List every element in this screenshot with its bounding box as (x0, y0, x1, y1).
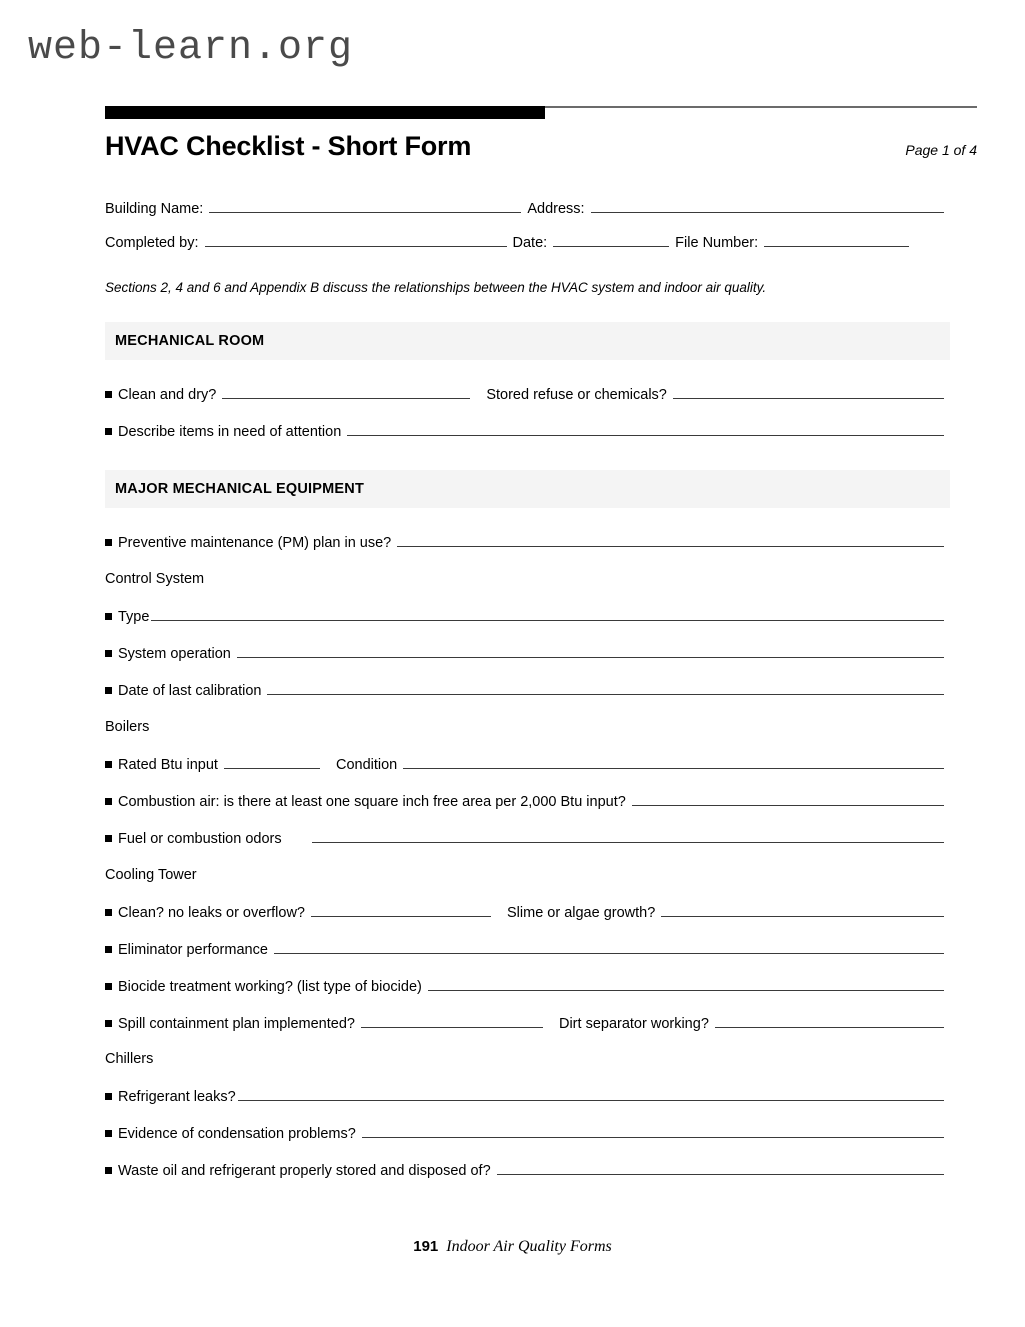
checklist-row (105, 386, 950, 403)
form-note: Sections 2, 4 and 6 and Appendix B discuss the relationships between the HVAC system and indoor air quality. (105, 280, 767, 295)
checklist-row (105, 904, 950, 921)
bullet-square-icon (105, 1093, 112, 1100)
checklist-label: Spill containment plan implemented? (118, 1016, 355, 1032)
checklist-label: Clean? no leaks or overflow? (118, 905, 305, 921)
checklist-label-secondary: Condition (335, 757, 398, 773)
bullet-square-icon (105, 909, 112, 916)
checklist-row (105, 1015, 950, 1032)
checklist-row (105, 941, 950, 958)
site-watermark: web-learn.org (28, 26, 354, 71)
footer-page-number: 191 (413, 1238, 439, 1255)
subsection-title-chillers: Chillers (105, 1051, 154, 1067)
meta-row-completed-date-file (105, 234, 950, 268)
page-indicator: Page 1 of 4 (905, 142, 977, 158)
subsection-title-boilers: Boilers (105, 719, 150, 735)
date-label: Date: (512, 235, 548, 251)
checklist-row (105, 756, 950, 773)
file-number-input[interactable] (764, 234, 909, 247)
building-name-input[interactable] (209, 200, 521, 213)
checklist-label: Waste oil and refrigerant properly stored and disposed of? (118, 1163, 491, 1179)
building-name-label: Building Name: (105, 201, 204, 217)
bullet-square-icon (105, 761, 112, 768)
checklist-row (105, 682, 950, 699)
checklist-row (105, 793, 950, 810)
checklist-label: Fuel or combustion odors (118, 831, 282, 847)
checklist-answer-field[interactable] (361, 1015, 543, 1028)
checklist-answer-field-secondary[interactable] (715, 1015, 944, 1028)
checklist-row (105, 1088, 950, 1105)
bullet-square-icon (105, 983, 112, 990)
section-title: MAJOR MECHANICAL EQUIPMENT (115, 481, 365, 497)
section-header-mechanical-room (105, 322, 950, 360)
bullet-square-icon (105, 1167, 112, 1174)
bullet-square-icon (105, 428, 112, 435)
checklist-label: System operation (118, 646, 231, 662)
file-number-label: File Number: (675, 235, 759, 251)
completed-by-label: Completed by: (105, 235, 199, 251)
page-footer (0, 1238, 1025, 1256)
checklist-row (105, 645, 950, 662)
checklist-answer-field[interactable] (397, 534, 944, 547)
bullet-square-icon (105, 539, 112, 546)
meta-row-building-address (105, 200, 950, 234)
bullet-square-icon (105, 650, 112, 657)
checklist-label: Biocide treatment working? (list type of biocide) (118, 979, 422, 995)
bullet-square-icon (105, 798, 112, 805)
footer-title: Indoor Air Quality Forms (446, 1238, 612, 1255)
checklist-answer-field[interactable] (237, 645, 944, 658)
checklist-label: Describe items in need of attention (118, 424, 342, 440)
checklist-answer-field[interactable] (224, 756, 320, 769)
checklist-answer-field-secondary[interactable] (403, 756, 944, 769)
page-title: HVAC Checklist - Short Form (105, 131, 472, 161)
checklist-label-secondary: Stored refuse or chemicals? (486, 387, 667, 403)
checklist-row (105, 1162, 950, 1179)
checklist-answer-field[interactable] (151, 608, 944, 621)
checklist-row (105, 978, 950, 995)
checklist-label: Date of last calibration (118, 683, 262, 699)
checklist-answer-field[interactable] (312, 830, 944, 843)
section-title: MECHANICAL ROOM (115, 333, 265, 349)
checklist-answer-field[interactable] (362, 1125, 944, 1138)
checklist-answer-field-secondary[interactable] (661, 904, 944, 917)
section-header-major-mechanical-equipment (105, 470, 950, 508)
checklist-label: Combustion air: is there at least one square inch free area per 2,000 Btu input? (118, 794, 626, 810)
checklist-label: Evidence of condensation problems? (118, 1126, 356, 1142)
checklist-answer-field[interactable] (428, 978, 944, 991)
checklist-answer-field[interactable] (347, 423, 944, 436)
date-input[interactable] (553, 234, 669, 247)
title-row (105, 131, 977, 162)
checklist-row (105, 423, 950, 440)
checklist-row (105, 534, 950, 551)
checklist-row (105, 830, 950, 847)
bullet-square-icon (105, 946, 112, 953)
bullet-square-icon (105, 1020, 112, 1027)
checklist-answer-field-secondary[interactable] (673, 386, 944, 399)
bullet-square-icon (105, 835, 112, 842)
completed-by-input[interactable] (205, 234, 507, 247)
checklist-answer-field[interactable] (222, 386, 470, 399)
checklist-row (105, 1125, 950, 1142)
subsection-title-cooling-tower: Cooling Tower (105, 867, 197, 883)
address-label: Address: (527, 201, 585, 217)
checklist-answer-field[interactable] (238, 1088, 944, 1101)
checklist-answer-field[interactable] (632, 793, 944, 806)
title-black-bar (105, 106, 545, 119)
checklist-label: Preventive maintenance (PM) plan in use? (118, 535, 392, 551)
checklist-answer-field[interactable] (274, 941, 944, 954)
bullet-square-icon (105, 1130, 112, 1137)
bullet-square-icon (105, 687, 112, 694)
checklist-label: Type (118, 609, 150, 625)
checklist-answer-field[interactable] (267, 682, 944, 695)
checklist-answer-field[interactable] (497, 1162, 944, 1175)
address-input[interactable] (591, 200, 944, 213)
subsection-title-control-system: Control System (105, 571, 205, 587)
checklist-answer-field[interactable] (311, 904, 491, 917)
checklist-label-secondary: Slime or algae growth? (507, 905, 656, 921)
form-meta-fields (105, 200, 950, 268)
checklist-label: Eliminator performance (118, 942, 268, 958)
bullet-square-icon (105, 391, 112, 398)
checklist-label-secondary: Dirt separator working? (558, 1016, 709, 1032)
checklist-label: Clean and dry? (118, 387, 217, 403)
bullet-square-icon (105, 613, 112, 620)
checklist-label: Rated Btu input (118, 757, 218, 773)
checklist-label: Refrigerant leaks? (118, 1089, 236, 1105)
checklist-row (105, 608, 950, 625)
